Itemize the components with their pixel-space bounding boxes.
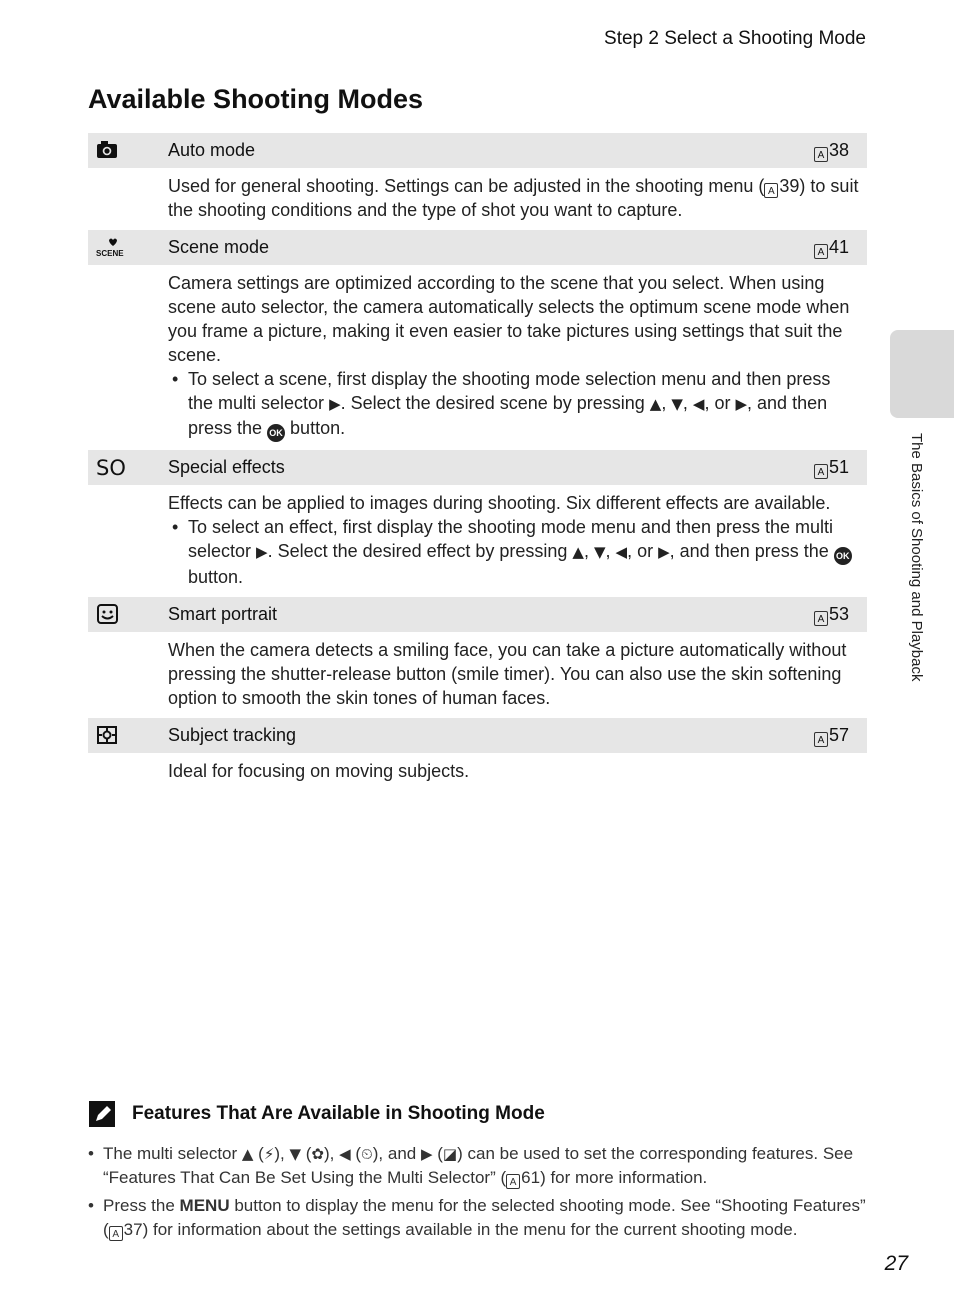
running-header: Step 2 Select a Shooting Mode xyxy=(604,28,866,49)
mode-description: Used for general shooting. Settings can be adjusted in the shooting menu ( A 39) to suit the shooting conditions and the type of shot you want to capture. xyxy=(168,176,859,220)
left-arrow-icon: ◀ xyxy=(339,1145,351,1163)
up-arrow-icon: ▲ xyxy=(572,543,584,561)
reference-icon: A xyxy=(814,732,828,747)
page-reference: A 38 xyxy=(814,140,849,162)
page-reference: A 53 xyxy=(814,604,849,626)
mode-name: Subject tracking xyxy=(168,725,297,745)
reference-icon: A xyxy=(764,183,778,198)
reference-icon: A xyxy=(506,1174,520,1189)
svg-text:SO: SO xyxy=(96,456,126,480)
page-reference: A 41 xyxy=(814,237,849,259)
down-arrow-icon: ▼ xyxy=(289,1145,302,1163)
right-arrow-icon: ▶ xyxy=(658,543,670,561)
exposure-compensation-icon: ◪ xyxy=(442,1145,458,1163)
right-arrow-icon: ▶ xyxy=(735,395,748,413)
up-arrow-icon: ▲ xyxy=(649,395,662,413)
reference-icon: A xyxy=(814,147,828,162)
mode-description: Camera settings are optimized according to the scene that you select. When using scene auto selector, the camera automatically selects the optimum scene mode when you frame a picture, making it even easier to take pictures using settings that suit the scene. • To select a scene, first display the shooting mode selection menu and then press the multi selector ▶. Select the desired scene by pressing ▲, ▼, ◀, or ▶, and then press the OK button. xyxy=(88,265,867,450)
flash-icon: ⚡ xyxy=(263,1145,275,1163)
chapter-tab xyxy=(890,330,954,418)
macro-flower-icon: ✿ xyxy=(311,1145,324,1163)
menu-button-label: MENU xyxy=(179,1196,230,1215)
mode-row-scene xyxy=(88,230,867,265)
mode-description: When the camera detects a smiling face, you can take a picture automatically without pressing the shutter-release button (smile timer). You can also use the skin softening option to smooth the skin tones of human faces. xyxy=(168,640,847,708)
shooting-modes-table xyxy=(88,133,867,791)
reference-icon: A xyxy=(814,611,828,626)
left-arrow-icon: ◀ xyxy=(692,395,705,413)
mode-name: Auto mode xyxy=(168,140,256,160)
mode-description: Effects can be applied to images during shooting. Six different effects are available. • To select an effect, first display the shooting mode menu and then press the multi selector ▶. Select the desired effect by pressing ▲, ▼, ◀, or ▶, and then press the OK button. xyxy=(88,485,867,597)
list-item: • To select an effect, first display the shooting mode menu and then press the multi selector ▶. Select the desired effect by pressing ▲, ▼, ◀, or ▶, and then press the OK button. xyxy=(168,515,859,589)
right-arrow-icon: ▶ xyxy=(420,1145,433,1163)
special-effects-icon xyxy=(96,456,126,480)
mode-row-smart-portrait xyxy=(88,597,867,632)
note-heading xyxy=(88,1100,868,1128)
mode-row-subject-tracking xyxy=(88,718,867,753)
camera-icon xyxy=(96,139,120,161)
down-arrow-icon: ▼ xyxy=(593,543,606,561)
list-item: • Press the MENU button to display the menu for the selected shooting mode. See “Shooting Features” ( A 37) for information about the settings available in the menu for the current shooting mode. xyxy=(88,1194,868,1242)
chapter-tab-label: The Basics of Shooting and Playback xyxy=(908,433,925,682)
reference-icon: A xyxy=(814,244,828,259)
mode-row-auto xyxy=(88,133,867,168)
left-arrow-icon: ◀ xyxy=(615,543,628,561)
page-number: 27 xyxy=(884,1252,908,1275)
svg-text:SCENE: SCENE xyxy=(96,249,124,258)
scene-icon xyxy=(96,236,124,258)
mode-row-special-effects xyxy=(88,450,867,485)
mode-name: Special effects xyxy=(168,457,285,477)
page-reference: A 51 xyxy=(814,457,849,479)
page-title: Available Shooting Modes xyxy=(88,84,424,114)
note-pencil-icon xyxy=(88,1100,116,1128)
ok-button-icon: OK xyxy=(267,424,285,442)
subject-tracking-icon xyxy=(96,724,120,746)
note-section xyxy=(88,1100,868,1246)
up-arrow-icon: ▲ xyxy=(241,1145,254,1163)
mode-name: Scene mode xyxy=(168,237,270,257)
ok-button-icon: OK xyxy=(834,547,852,565)
note-title: Features That Are Available in Shooting Mode xyxy=(132,1103,545,1124)
list-item: • The multi selector ▲ (⚡), ▼ (✿), ◀ (⏲), and ▶ (◪) can be used to set the corresponding features. See “Features That Can Be Set Using the Multi Selector” ( A 61) for more information. xyxy=(88,1142,868,1190)
right-arrow-icon: ▶ xyxy=(256,543,268,561)
down-arrow-icon: ▼ xyxy=(671,395,683,413)
self-timer-icon: ⏲ xyxy=(361,1145,373,1163)
smart-portrait-icon xyxy=(96,603,120,625)
page-reference: A 57 xyxy=(814,725,849,747)
mode-name: Smart portrait xyxy=(168,604,278,624)
right-arrow-icon: ▶ xyxy=(329,395,341,413)
mode-description: Ideal for focusing on moving subjects. xyxy=(168,761,470,781)
list-item: • To select a scene, first display the shooting mode selection menu and then press the multi selector ▶. Select the desired scene by pressing ▲, ▼, ◀, or ▶, and then press the OK button. xyxy=(168,367,859,442)
reference-icon: A xyxy=(109,1226,123,1241)
reference-icon: A xyxy=(814,464,828,479)
